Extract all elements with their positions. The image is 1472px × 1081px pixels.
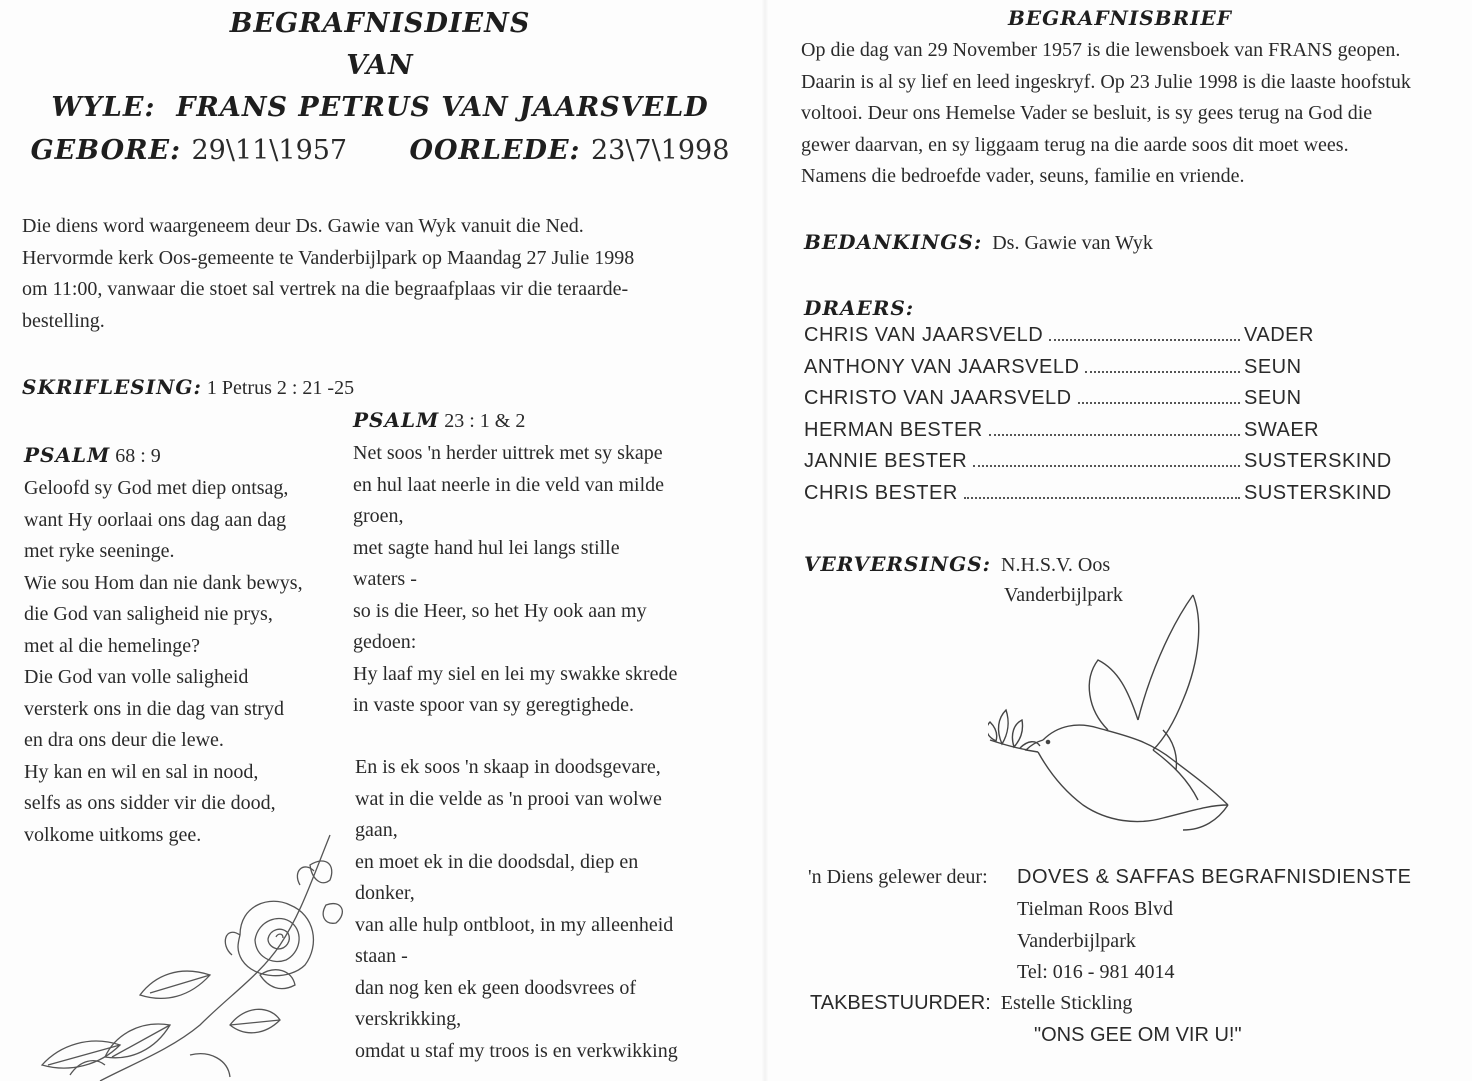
verse-line: gaan, [355, 819, 398, 841]
verse-line: staan - [355, 945, 408, 967]
verse-line: verskrikking, [355, 1008, 462, 1030]
deceased-line [0, 92, 760, 123]
psalm23-verse1 [353, 438, 677, 722]
psalm68-heading [24, 443, 161, 468]
letter-line: Namens die bedroefde vader, seuns, familie en vriende. [801, 165, 1245, 187]
verse-line: omdat u staf my troos is en verkwikking [355, 1039, 678, 1062]
funeral-letter [801, 35, 1411, 193]
verse-line: wat in die velde as 'n prooi van wolwe [355, 787, 662, 810]
verse-line: donker, [355, 882, 415, 904]
verse-line: groen, [353, 505, 404, 527]
bearer-role: SUSTERSKIND [1244, 481, 1392, 504]
bearer-name: CHRISTO VAN JAARSVELD [804, 387, 1072, 409]
service-title: BEGRAFNISDIENS [229, 8, 531, 39]
bearer-role: VADER [1244, 324, 1314, 346]
bearer-row [804, 387, 1404, 419]
verse-line: met sagte hand hul lei langs stille [353, 536, 620, 559]
verse-line: gedoen: [353, 631, 417, 653]
bearer-row [804, 482, 1404, 514]
takbestuurder [810, 992, 1132, 1015]
bedankings-label: BEDANKINGS: [804, 230, 983, 254]
verse-line: die God van saligheid nie prys, [24, 603, 273, 625]
wyle-label: WYLE: [51, 92, 156, 123]
verversings-line2: Vanderbijlpark [1004, 584, 1123, 606]
verse-line: Net soos 'n herder uittrek met sy skape [353, 442, 663, 464]
dot-leader [1085, 371, 1240, 373]
bedankings [804, 230, 1153, 255]
letter-title: BEGRAFNISBRIEF [1008, 6, 1232, 30]
bearer-role: SEUN [1244, 387, 1302, 409]
takbestuurder-value: Estelle Stickling [1000, 992, 1133, 1014]
verversings [804, 552, 1110, 577]
verse-line: selfs as ons sidder vir die dood, [24, 792, 276, 814]
bearer-row [804, 324, 1404, 356]
dot-leader [989, 434, 1240, 436]
intro-line: Die diens word waargeneem deur Ds. Gawie van Wyk vanuit die Ned. [22, 215, 584, 237]
bearer-name: JANNIE BESTER [804, 450, 968, 472]
verse-line: want Hy oorlaai ons dag aan dag [24, 508, 287, 531]
gebore-label: GEBORE: [30, 135, 182, 166]
verse-line: Geloofd sy God met diep ontsag, [24, 477, 289, 499]
psalm23-verse2 [355, 752, 678, 1067]
rose-illustration [30, 825, 350, 1081]
intro-line: om 11:00, vanwaar die stoet sal vertrek na die begraafplaas vir die teraarde- [22, 278, 629, 300]
intro-line: Hervormde kerk Oos-gemeente te Vanderbijlpark op Maandag 27 Julie 1998 [22, 246, 635, 269]
verse-line: dan nog ken ek geen doodsvrees of [355, 976, 637, 999]
bearer-role: SWAER [1244, 418, 1320, 441]
dot-leader [1049, 339, 1240, 341]
service-provider: DOVES & SAFFAS BEGRAFNISDIENSTE [1017, 866, 1412, 888]
service-intro [22, 211, 634, 337]
letter-line: Op die dag van 29 November 1957 is die lewensboek van FRANS geopen. [801, 39, 1401, 61]
death-date: 23\7\1998 [590, 135, 730, 166]
address-line: Vanderbijlpark [1017, 929, 1136, 952]
service-address [1017, 894, 1174, 989]
skriflesing [22, 375, 354, 400]
letter-line: Daarin is al sy lief en leed ingeskryf. Op 23 Julie 1998 is die laaste hoofstuk [801, 70, 1411, 93]
right-page [768, 0, 1472, 1081]
bearer-role: SUSTERSKIND [1244, 450, 1392, 472]
bearer-name: ANTHONY VAN JAARSVELD [804, 355, 1080, 378]
dot-leader [964, 497, 1240, 499]
verse-line: met al die hemelinge? [24, 634, 201, 657]
letter-line: gewer daarvan, en sy liggaam terug na die aarde soos dit moet wees. [801, 133, 1349, 156]
phone-line: Tel: 016 - 981 4014 [1017, 961, 1175, 983]
verse-line: Hy laaf my siel en lei my swakke skrede [353, 662, 678, 685]
bearer-name: CHRIS BESTER [804, 481, 958, 504]
verse-line: en moet ek in die doodsdal, diep en [355, 850, 639, 873]
bearer-name: HERMAN BESTER [804, 418, 983, 441]
verse-line: Hy kan en wil en sal in nood, [24, 760, 259, 783]
dove-illustration [988, 590, 1248, 850]
bearer-row [804, 356, 1404, 388]
verse-line: Die God van volle saligheid [24, 666, 249, 688]
bearer-role: SEUN [1244, 355, 1302, 378]
verse-line: volkome uitkoms gee. [24, 823, 202, 846]
dot-leader [1078, 402, 1240, 404]
draers-label: DRAERS: [804, 296, 915, 320]
psalm68-verse [24, 473, 303, 851]
psalm23-heading [353, 408, 525, 433]
verse-line: in vaste spoor van sy geregtighede. [353, 694, 635, 716]
verse-line: en dra ons deur die lewe. [24, 729, 224, 751]
psalm68-label: PSALM [24, 443, 111, 467]
deceased-name: FRANS PETRUS VAN JAARSVELD [176, 92, 709, 123]
psalm23-ref: 23 : 1 & 2 [444, 410, 526, 432]
bearer-name: CHRIS VAN JAARSVELD [804, 324, 1044, 346]
verse-line: waters - [353, 568, 417, 590]
intro-line: bestelling. [22, 309, 105, 332]
verse-line: so is die Heer, so het Hy ook aan my [353, 599, 647, 622]
verse-line: met ryke seeninge. [24, 540, 175, 562]
verse-line: van alle hulp ontbloot, in my alleenheid [355, 913, 674, 936]
motto: "ONS GEE OM VIR U!" [1034, 1024, 1242, 1046]
verse-line: En is ek soos 'n skaap in doodsgevare, [355, 756, 661, 778]
address-line: Tielman Roos Blvd [1017, 898, 1173, 920]
verversings-label: VERVERSINGS: [804, 552, 992, 576]
dates-line [0, 135, 760, 166]
skriflesing-label: SKRIFLESING: [22, 375, 202, 399]
skriflesing-value: 1 Petrus 2 : 21 -25 [206, 377, 355, 399]
bearers-list [804, 324, 1404, 513]
verse-line: versterk ons in die dag van stryd [24, 697, 284, 720]
verversings-line1: N.H.S.V. Oos [1001, 554, 1111, 576]
psalm23-label: PSALM [353, 408, 440, 432]
letter-line: voltooi. Deur ons Hemelse Vader se besluit, is sy gees terug na God die [801, 102, 1373, 124]
verse-line: en hul laat neerle in die veld van milde [353, 473, 664, 496]
bearer-row [804, 450, 1404, 482]
oorlede-label: OORLEDE: [409, 135, 581, 166]
bedankings-value: Ds. Gawie van Wyk [992, 232, 1153, 254]
service-title-van: VAN [346, 50, 414, 81]
bearer-row [804, 419, 1404, 451]
service-label: 'n Diens gelewer deur: [808, 866, 988, 888]
psalm68-ref: 68 : 9 [115, 445, 161, 467]
takbestuurder-label: TAKBESTUURDER: [810, 992, 991, 1014]
verse-line: Wie sou Hom dan nie dank bewys, [24, 571, 303, 594]
birth-date: 29\11\1957 [191, 135, 348, 166]
dot-leader [973, 465, 1240, 467]
